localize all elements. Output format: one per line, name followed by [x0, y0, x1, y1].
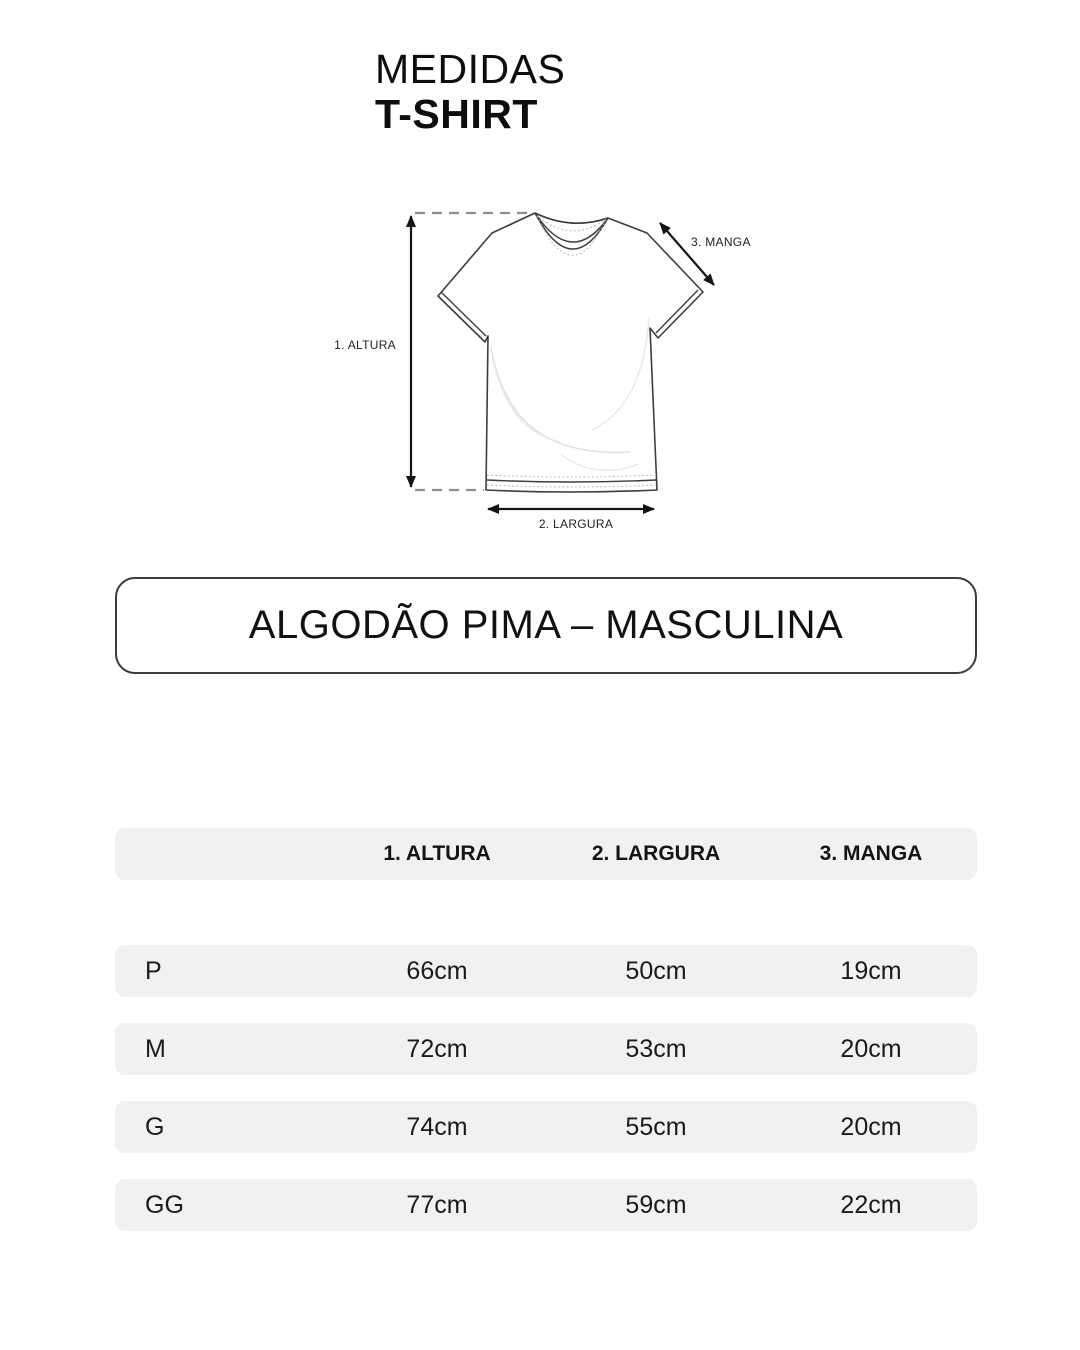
- largura-value-cell: 55cm: [625, 1112, 687, 1141]
- largura-value-cell: 53cm: [625, 1034, 687, 1063]
- manga-value-cell: 22cm: [840, 1190, 902, 1219]
- tshirt-body-outline: [438, 213, 703, 492]
- altura-measure-label: 1. ALTURA: [334, 338, 396, 352]
- size-cell: P: [145, 956, 162, 985]
- fabric-banner: [115, 577, 977, 674]
- altura-value-cell: 77cm: [406, 1190, 468, 1219]
- size-cell: M: [145, 1034, 166, 1063]
- fabric-banner-text: ALGODÃO PIMA – MASCULINA: [248, 603, 844, 647]
- table-row-p: [115, 945, 977, 997]
- size-cell: G: [145, 1112, 165, 1141]
- page-title-line2: T-SHIRT: [375, 91, 538, 137]
- largura-measure-label: 2. LARGURA: [538, 517, 614, 531]
- table-row-gg: [115, 1179, 977, 1231]
- manga-value-cell: 20cm: [840, 1034, 902, 1063]
- size-cell: GG: [145, 1190, 184, 1219]
- altura-value-cell: 66cm: [406, 956, 468, 985]
- column-header-largura: 2. LARGURA: [591, 842, 721, 865]
- altura-value-cell: 74cm: [406, 1112, 468, 1141]
- size-table: [115, 828, 977, 1231]
- column-header-altura: 1. ALTURA: [383, 842, 491, 865]
- manga-measure-label: 3. MANGA: [691, 235, 751, 249]
- manga-value-cell: 19cm: [840, 956, 902, 985]
- page-title-line1: MEDIDAS: [375, 46, 566, 92]
- size-table-header: [115, 828, 977, 880]
- largura-value-cell: 59cm: [625, 1190, 687, 1219]
- column-header-manga: 3. MANGA: [819, 842, 923, 865]
- table-row-g: [115, 1101, 977, 1153]
- manga-value-cell: 20cm: [840, 1112, 902, 1141]
- tshirt-measurement-diagram: [330, 190, 770, 550]
- table-row-m: [115, 1023, 977, 1075]
- page-title: [375, 47, 565, 137]
- largura-value-cell: 50cm: [625, 956, 687, 985]
- altura-value-cell: 72cm: [406, 1034, 468, 1063]
